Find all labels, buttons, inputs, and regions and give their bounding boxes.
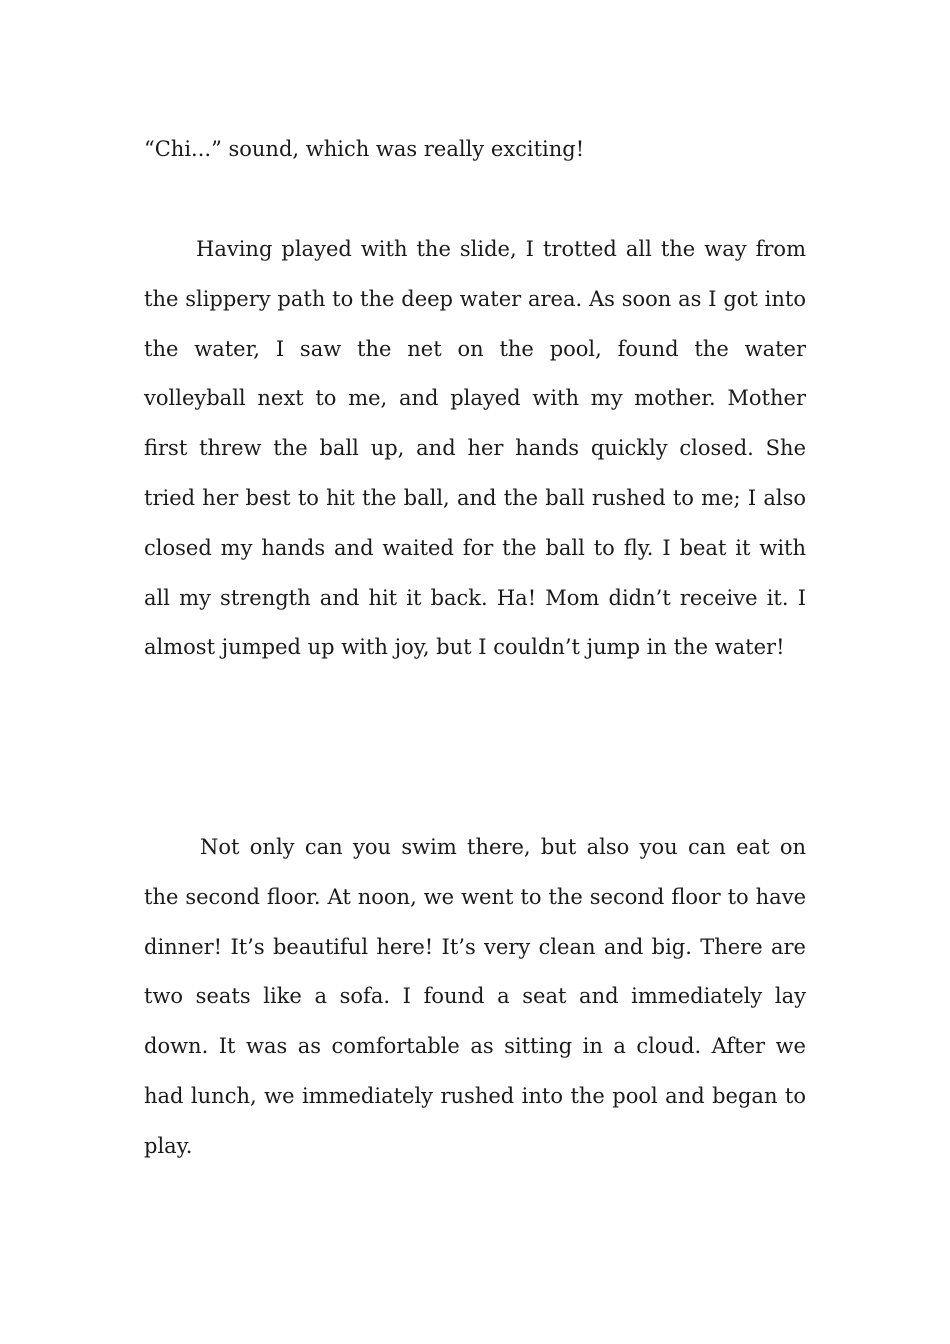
paragraph-second-floor: Not only can you swim there, but also you can eat on the second floor. At noon, we went to the second floor to have dinner! It’s beautiful here! It’s very clean and big. There are two seats like a sofa. I found a seat and immediately lay down. It was as comfortable as sitting in a cloud. After we had lunch, we immediately rushed into the pool and began to play. <box>144 835 806 1158</box>
lead-fragment: “Chi...” sound, which was really exciting! <box>144 137 585 161</box>
paragraph-volleyball: Having played with the slide, I trotted all the way from the slippery path to the deep water area. As soon as I got into the water, I saw the net on the pool, found the water volleyball next to me, and played with my mother. Mother first threw the ball up, and her hands quickly closed. She tried her best to hit the ball, and the ball rushed to me; I also closed my hands and waited for the ball to fly. I beat it with all my strength and hit it back. Ha! Mom didn’t receive it. I almost jumped up with joy, but I couldn’t jump in the water! <box>144 237 806 660</box>
